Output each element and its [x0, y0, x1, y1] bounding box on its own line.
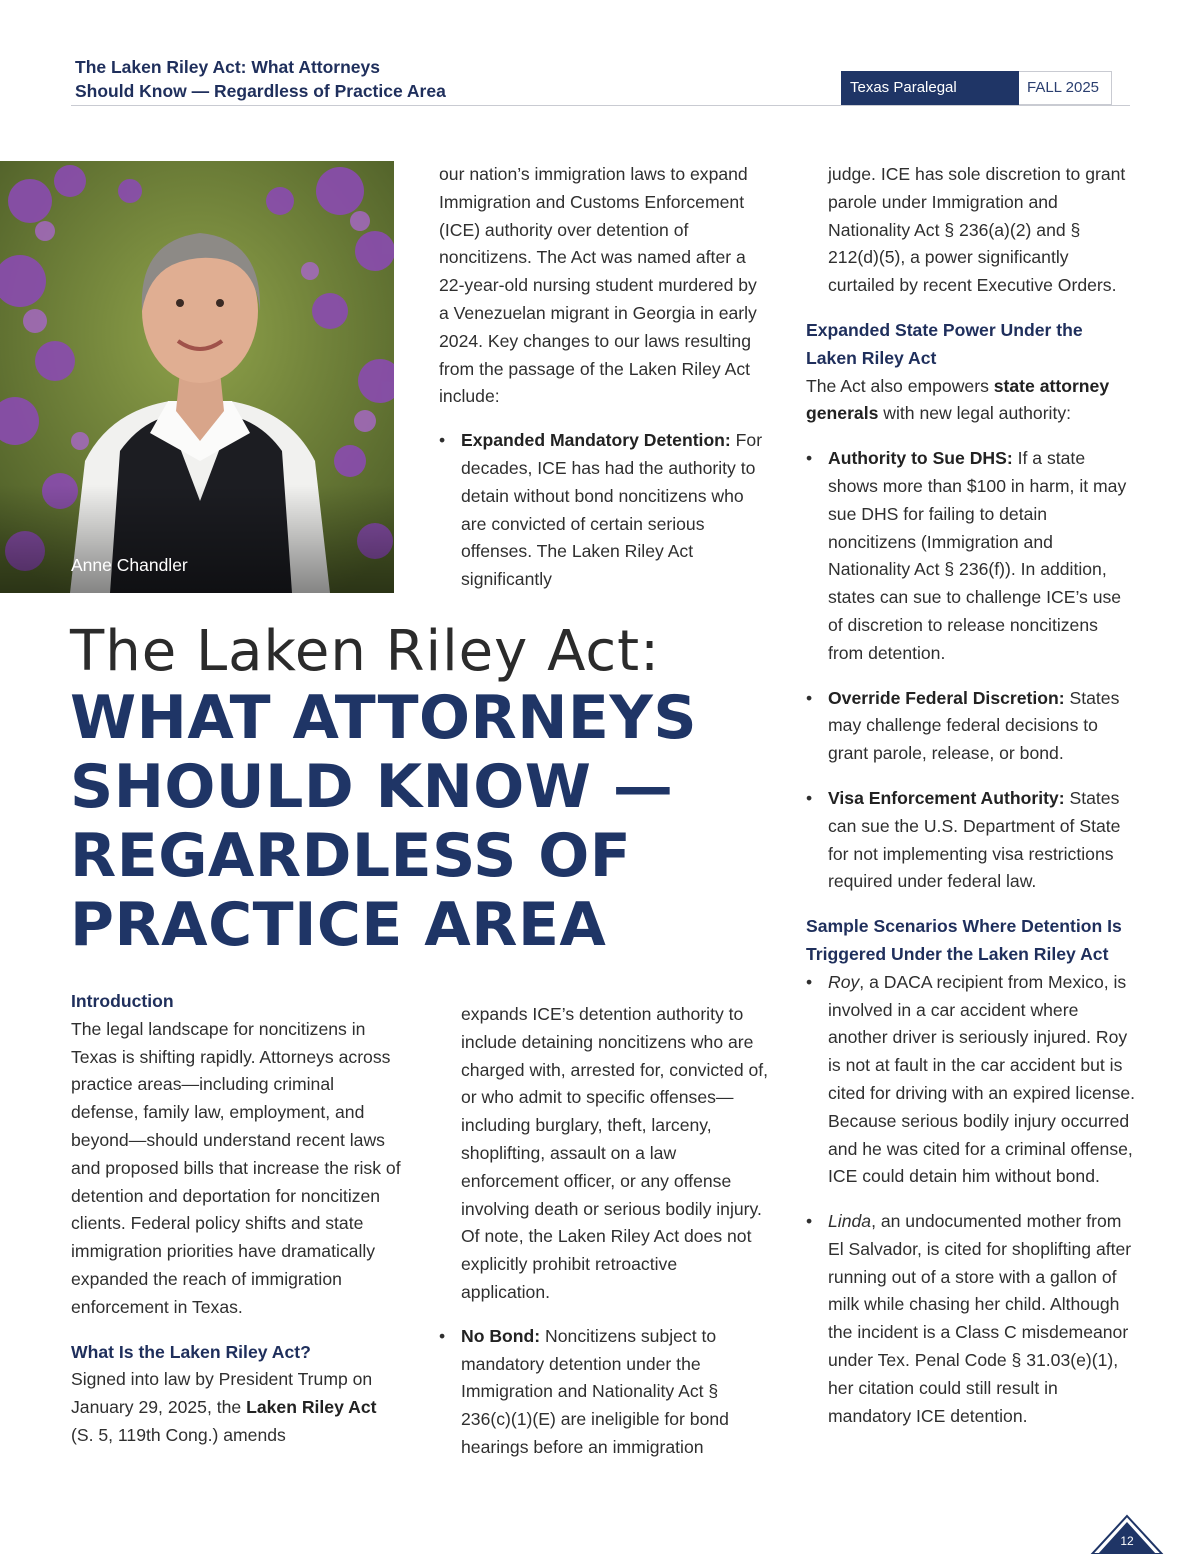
bullet-text: States may challenge federal decisions to grant parole, release, or bond.	[828, 687, 1120, 764]
bullet-title: Authority to Sue DHS:	[828, 448, 1013, 469]
act-description: our nation’s immigration laws to expand Immigration and Customs Enforcement (ICE) authority over detention of noncitizens. The Act was named after a 22-year-old nursing student murdered by a Venezuelan migrant in Georgia in early 2024. Key changes to our laws resulting from the passage of the Laken Riley Act include:	[439, 164, 757, 407]
journal-issue: FALL 2025	[1019, 71, 1112, 105]
list-item-continuation	[806, 161, 1136, 300]
list-item	[806, 1208, 1136, 1430]
list-item	[439, 427, 769, 594]
list-item	[806, 685, 1136, 768]
headline-main: WHAT ATTORNEYS SHOULD KNOW — REGARDLESS OF PRACTICE AREA	[70, 683, 698, 960]
intro-heading: Introduction	[71, 991, 174, 1011]
state-text-pre: The Act also empowers	[806, 375, 994, 396]
page-number: 12	[1120, 1534, 1134, 1548]
state-text-bold: state attorney generals	[806, 375, 1110, 424]
journal-name: Texas Paralegal Journal	[841, 71, 1019, 105]
bullet-title: Visa Enforcement Authority:	[828, 787, 1065, 808]
continued-text: judge. ICE has sole discretion to grant parole under Immigration and Nationality Act § 236(a)(2) and § 212(d)(5), a power significantly curtailed by recent Executive Orders.	[828, 164, 1126, 296]
list-item	[439, 1323, 769, 1462]
photo-caption: Anne Chandler	[71, 555, 188, 575]
continued-block	[806, 161, 1136, 300]
author-photo	[0, 161, 394, 593]
list-item-continuation	[439, 1001, 769, 1307]
list-item	[806, 445, 1136, 667]
what-is-heading: What Is the Laken Riley Act?	[71, 1341, 311, 1362]
column-2-bottom	[439, 1001, 769, 1462]
running-title	[75, 55, 635, 103]
state-text-post: with new legal authority:	[878, 403, 1072, 424]
state-powers-list	[806, 445, 1136, 896]
bullet-text: For decades, ICE has had the authority to detain without bond noncitizens who are convicted of certain serious offenses. The Laken Riley Act significantly	[461, 430, 763, 590]
column-2-top	[439, 161, 769, 594]
scenarios-list	[806, 969, 1136, 1431]
scenarios-heading: Sample Scenarios Where Detention Is Triggered Under the Laken Riley Act	[806, 916, 1122, 964]
list-item	[806, 785, 1136, 896]
what-is-text	[71, 1366, 401, 1449]
scenario-name: Linda	[828, 1211, 872, 1232]
bullet-text: If a state shows more than $100 in harm, it may sue DHS for failing to detain noncitizens (Immigration and Nationality Act § 236(f)). In addition, states can sue to challenge ICE’s use of discretion to release noncitizens from detention.	[828, 448, 1127, 663]
continued-text: expands ICE’s detention authority to include detaining noncitizens who are charged with, arrested for, convicted of, or who admit to specific offenses—including burglary, theft, larceny, shoplifting, assault on a law enforcement officer, or any offense involving death or serious bodily injury. Of note, the Laken Riley Act does not explicitly prohibit retroactive application.	[461, 1004, 769, 1302]
bullet-text: Noncitizens subject to mandatory detention under the Immigration and Nationality Act § 236(c)(1)(E) are ineligible for bond hearings before an immigration	[461, 1325, 729, 1457]
scenario-text: , an undocumented mother from El Salvador, is cited for shoplifting after running out of a store with a gallon of milk while chasing her child. Although the incident is a Class C misdemeanor under Tex. Penal Code § 31.03(e)(1), her citation could still result in mandatory ICE detention.	[828, 1211, 1132, 1426]
journal-badge	[841, 71, 1112, 130]
scenario-name: Roy	[828, 971, 860, 992]
what-is-text-pre: Signed into law by President Trump on January 29, 2025, the	[71, 1369, 373, 1418]
intro-text: The legal landscape for noncitizens in Texas is shifting rapidly. Attorneys across practice areas—including criminal defense, family law, employment, and beyond—should understand recent laws and proposed bills that increase the risk of detention and deportation for noncitizen clients. Federal policy shifts and state immigration priorities have dramatically expanded the reach of immigration enforcement in Texas.	[71, 1018, 401, 1317]
running-title-line2: Should Know — Regardless of Practice Area	[75, 81, 446, 101]
header-divider	[71, 105, 1130, 106]
what-is-text-post: (S. 5, 119th Cong.) amends	[71, 1424, 286, 1445]
state-power-text	[806, 373, 1136, 429]
changes-list-continued	[439, 1001, 769, 1462]
headline-kicker: The Laken Riley Act:	[70, 619, 661, 684]
bullet-title: No Bond:	[461, 1325, 541, 1346]
column-1	[71, 988, 401, 1450]
state-power-heading: Expanded State Power Under the Laken Riley Act	[806, 319, 1083, 368]
act-name: Laken Riley Act	[246, 1397, 377, 1418]
list-item	[806, 969, 1136, 1191]
portrait-image	[0, 161, 394, 593]
changes-list	[439, 427, 769, 594]
bullet-title: Override Federal Discretion:	[828, 687, 1065, 708]
scenario-text: , a DACA recipient from Mexico, is involved in a car accident where another driver is seriously injured. Roy is not at fault in the car accident but is cited for driving with an expired license. Because serious bodily injury occurred and he was cited for a criminal offense, ICE could detain him without bond.	[828, 971, 1136, 1187]
bullet-text: States can sue the U.S. Department of State for not implementing visa restrictions required under federal law.	[828, 787, 1121, 892]
running-title-line1: The Laken Riley Act: What Attorneys	[75, 57, 381, 77]
bullet-title: Expanded Mandatory Detention:	[461, 430, 731, 451]
column-3	[806, 161, 1136, 1430]
